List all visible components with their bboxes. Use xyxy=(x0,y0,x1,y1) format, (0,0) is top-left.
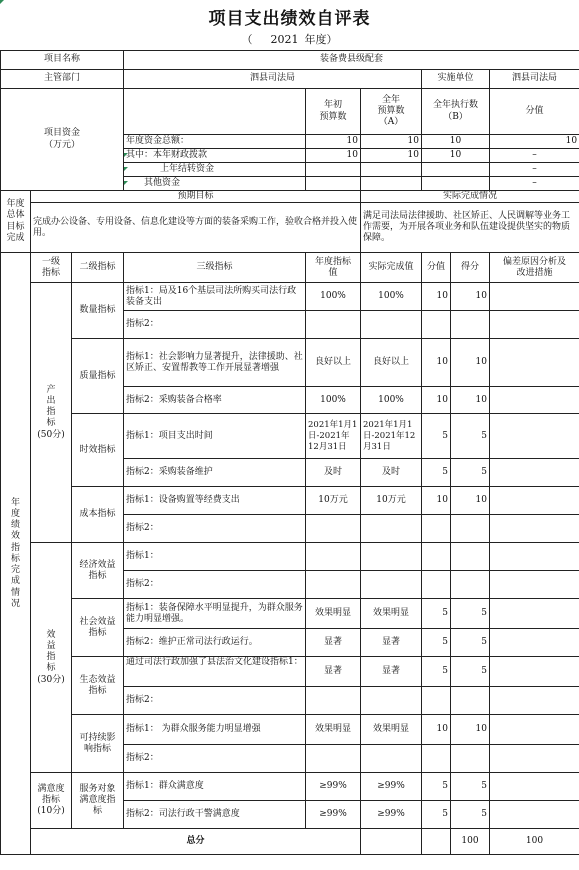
indicator-score-value: 5 xyxy=(422,801,451,829)
project-name-value: 装备费县级配套 xyxy=(124,51,579,70)
indicator-score-value: 5 xyxy=(422,773,451,801)
total-label: 总分 xyxy=(31,829,361,855)
satisfaction-label: 满意度 指标 (10分) xyxy=(31,773,72,829)
funds-row-label: 其他资金 xyxy=(124,177,306,191)
goals-expected-header: 预期目标 xyxy=(31,191,361,203)
indicator-score xyxy=(451,687,490,715)
indicator-target xyxy=(306,745,361,773)
total-score: 100 xyxy=(490,829,579,855)
indicator-text: 指标1：群众满意度 xyxy=(124,773,306,801)
output-label: 产 出 指 标 (50分) xyxy=(31,283,72,543)
indicator-target xyxy=(306,687,361,715)
funds-header-blank xyxy=(124,89,306,135)
cell-marker-icon xyxy=(0,0,4,4)
indicator-text: 指标2： xyxy=(124,745,306,773)
perf-side-label: 年 度 绩 效 指 标 完 成 情 况 xyxy=(1,253,31,855)
indicator-target: ≥99% xyxy=(306,773,361,801)
indicator-text: 指标2： xyxy=(124,311,306,339)
indicator-text: 指标2： xyxy=(124,571,306,599)
goals-actual-header: 实际完成情况 xyxy=(361,191,579,203)
indicator-deviation xyxy=(490,339,579,387)
indicator-deviation xyxy=(490,515,579,543)
funds-budget: 10 xyxy=(361,149,422,163)
group-ecological: 生态效益 指标 xyxy=(72,657,124,715)
project-name-row xyxy=(1,51,579,70)
indicator-deviation xyxy=(490,715,579,745)
indicator-deviation xyxy=(490,801,579,829)
funds-label xyxy=(1,89,124,191)
year-close: 年度） xyxy=(304,33,338,46)
benefit-label: 效 益 指 标 (30分) xyxy=(31,543,72,773)
indicator-score: 5 xyxy=(451,459,490,487)
goals-header-row xyxy=(1,191,579,203)
indicator-score: 5 xyxy=(451,629,490,657)
dept-value: 泗县司法局 xyxy=(124,70,422,89)
indicator-actual xyxy=(361,515,422,543)
department-row xyxy=(1,70,579,89)
group-economic: 经济效益 指标 xyxy=(72,543,124,599)
page-title: 项目支出绩效自评表 xyxy=(208,9,371,29)
cell-marker-icon xyxy=(124,167,128,171)
funds-score-value: 10 xyxy=(490,135,579,149)
funds-executed xyxy=(422,177,490,191)
dept-label: 主管部门 xyxy=(1,70,124,89)
indicator-target: 100% xyxy=(306,387,361,414)
year-line xyxy=(0,31,579,47)
indicator-text: 指标1：装备保障水平明显提升，为群众服务能力明显增强。 xyxy=(124,599,306,629)
indicator-actual: ≥99% xyxy=(361,773,422,801)
indicator-text: 指标1： xyxy=(124,543,306,571)
indicator-text: 指标2：维护正常司法行政运行。 xyxy=(124,629,306,657)
funds-score-value: – xyxy=(490,177,579,191)
indicator-row xyxy=(1,773,579,801)
funds-row-label: 上年结转资金 xyxy=(124,163,306,177)
goals-expected: 完成办公设备、专用设备、信息化建设等方面的装备采购工作，验收合格并投入使用。 xyxy=(31,203,361,253)
header-executed: 全年执行数（B） xyxy=(422,89,490,135)
indicator-actual: ≥99% xyxy=(361,801,422,829)
group-cost: 成本指标 xyxy=(72,487,124,543)
indicator-deviation xyxy=(490,687,579,715)
indicator-deviation xyxy=(490,387,579,414)
impl-value: 泗县司法局 xyxy=(490,70,579,89)
indicator-actual xyxy=(361,543,422,571)
funds-score-value: – xyxy=(490,149,579,163)
indicator-text: 指标1： 为群众服务能力明显增强 xyxy=(124,715,306,745)
indicator-score-value xyxy=(422,543,451,571)
indicator-target: 100% xyxy=(306,283,361,311)
indicator-actual xyxy=(361,571,422,599)
indicator-score-value: 5 xyxy=(422,599,451,629)
funds-initial: 10 xyxy=(306,149,361,163)
indicator-actual xyxy=(361,687,422,715)
funds-initial xyxy=(306,177,361,191)
group-quantity: 数量指标 xyxy=(72,283,124,339)
funds-label-line2: （万元） xyxy=(43,139,80,150)
indicator-score: 10 xyxy=(451,387,490,414)
evaluation-table xyxy=(0,50,579,855)
header-score-value: 分值 xyxy=(490,89,579,135)
indicator-score: 5 xyxy=(451,801,490,829)
indicator-score-value xyxy=(422,745,451,773)
group-sustainable: 可持续影 响指标 xyxy=(72,715,124,773)
header-deviation: 偏差原因分析及 改进措施 xyxy=(490,253,579,283)
indicator-actual: 100% xyxy=(361,387,422,414)
indicator-actual: 效果明显 xyxy=(361,599,422,629)
indicator-text: 指标2：采购装备合格率 xyxy=(124,387,306,414)
funds-executed xyxy=(422,163,490,177)
funds-row-label: 年度资金总额： xyxy=(124,135,306,149)
indicator-target xyxy=(306,515,361,543)
group-service: 服务对象 满意度指 标 xyxy=(72,773,124,829)
header-full-budget: 全年 预算数 （A） xyxy=(361,89,422,135)
indicator-score-value: 5 xyxy=(422,459,451,487)
indicator-score xyxy=(451,311,490,339)
header-level1: 一级 指标 xyxy=(31,253,72,283)
funds-initial xyxy=(306,163,361,177)
indicator-target: 效果明显 xyxy=(306,599,361,629)
cell-marker-icon xyxy=(124,181,128,185)
funds-budget xyxy=(361,177,422,191)
indicator-actual: 显著 xyxy=(361,629,422,657)
indicator-row xyxy=(1,657,579,687)
perf-header-row xyxy=(1,253,579,283)
indicator-row xyxy=(1,599,579,629)
indicator-text: 指标1：项目支出时间 xyxy=(124,414,306,459)
goals-actual: 满足司法局法律援助、社区矫正、人民调解等业务工作需要，为开展各项业务和队伍建设提供坚实的物质保障。 xyxy=(361,203,579,253)
indicator-target xyxy=(306,311,361,339)
indicator-score-value: 10 xyxy=(422,387,451,414)
group-timeliness: 时效指标 xyxy=(72,414,124,487)
indicator-score xyxy=(451,515,490,543)
indicator-score xyxy=(451,543,490,571)
indicator-deviation xyxy=(490,487,579,515)
indicator-score-value: 5 xyxy=(422,629,451,657)
indicator-score-value: 5 xyxy=(422,414,451,459)
indicator-score xyxy=(451,745,490,773)
indicator-actual: 效果明显 xyxy=(361,715,422,745)
header-score: 得分 xyxy=(451,253,490,283)
funds-label-line1: 项目资金 xyxy=(43,128,80,139)
funds-row-label: 其中：本年财政拨款 xyxy=(124,149,306,163)
indicator-target: ≥99% xyxy=(306,801,361,829)
indicator-deviation xyxy=(490,773,579,801)
funds-budget xyxy=(361,163,422,177)
indicator-deviation xyxy=(490,745,579,773)
indicator-score: 10 xyxy=(451,487,490,515)
funds-executed: 10 xyxy=(422,149,490,163)
indicator-score-value: 10 xyxy=(422,339,451,387)
indicator-target xyxy=(306,543,361,571)
indicator-score: 10 xyxy=(451,283,490,311)
indicator-row xyxy=(1,487,579,515)
indicator-target: 效果明显 xyxy=(306,715,361,745)
indicator-target: 显著 xyxy=(306,657,361,687)
header-score-value: 分值 xyxy=(422,253,451,283)
indicator-text: 指标2：司法行政干警满意度 xyxy=(124,801,306,829)
indicator-deviation xyxy=(490,599,579,629)
header-target: 年度指标 值 xyxy=(306,253,361,283)
indicator-actual xyxy=(361,745,422,773)
indicator-score: 5 xyxy=(451,599,490,629)
indicator-target: 良好以上 xyxy=(306,339,361,387)
indicator-row xyxy=(1,414,579,459)
funds-score-value: – xyxy=(490,163,579,177)
total-blank xyxy=(422,829,451,855)
funds-executed: 10 xyxy=(422,135,490,149)
indicator-actual xyxy=(361,311,422,339)
indicator-deviation xyxy=(490,283,579,311)
total-score-value: 100 xyxy=(451,829,490,855)
indicator-text: 指标2：采购装备维护 xyxy=(124,459,306,487)
group-quality: 质量指标 xyxy=(72,339,124,414)
cell-marker-icon xyxy=(124,153,128,157)
indicator-score: 10 xyxy=(451,339,490,387)
indicator-score-value: 10 xyxy=(422,487,451,515)
goals-side-label: 年度 总体 目标 完成 xyxy=(1,191,31,253)
funds-header-row xyxy=(1,89,579,135)
indicator-score-value: 5 xyxy=(422,657,451,687)
indicator-deviation xyxy=(490,311,579,339)
indicator-target: 10万元 xyxy=(306,487,361,515)
indicator-score-value: 10 xyxy=(422,283,451,311)
indicator-text: 指标1：社会影响力显著提升，法律援助、社区矫正、安置帮教等工作开展显著增强 xyxy=(124,339,306,387)
indicator-actual: 10万元 xyxy=(361,487,422,515)
project-name-label: 项目名称 xyxy=(1,51,124,70)
indicator-score: 5 xyxy=(451,773,490,801)
group-social: 社会效益 指标 xyxy=(72,599,124,657)
indicator-score: 5 xyxy=(451,657,490,687)
indicator-actual: 及时 xyxy=(361,459,422,487)
indicator-score-value: 10 xyxy=(422,715,451,745)
indicator-deviation xyxy=(490,459,579,487)
header-level2: 二级指标 xyxy=(72,253,124,283)
total-row xyxy=(1,829,579,855)
year-value: 2021 xyxy=(270,33,299,46)
indicator-target: 及时 xyxy=(306,459,361,487)
indicator-row xyxy=(1,715,579,745)
indicator-row xyxy=(1,339,579,387)
indicator-target: 2021年1月1日-2021年12月31日 xyxy=(306,414,361,459)
indicator-actual: 显著 xyxy=(361,657,422,687)
indicator-score: 10 xyxy=(451,715,490,745)
indicator-target xyxy=(306,571,361,599)
funds-budget: 10 xyxy=(361,135,422,149)
header-initial-budget: 年初 预算数 xyxy=(306,89,361,135)
indicator-text: 通过司法行政加强了县法治文化建设指标1： xyxy=(124,657,306,687)
indicator-deviation xyxy=(490,571,579,599)
year-open: （ xyxy=(241,33,253,46)
indicator-actual: 100% xyxy=(361,283,422,311)
indicator-target: 显著 xyxy=(306,629,361,657)
indicator-deviation xyxy=(490,414,579,459)
indicator-deviation xyxy=(490,629,579,657)
indicator-actual: 2021年1月1日-2021年12月31日 xyxy=(361,414,422,459)
indicator-row xyxy=(1,283,579,311)
header-level3: 三级指标 xyxy=(124,253,306,283)
indicator-score-value xyxy=(422,687,451,715)
total-blank xyxy=(361,829,422,855)
indicator-deviation xyxy=(490,657,579,687)
indicator-score-value xyxy=(422,311,451,339)
indicator-text: 指标2： xyxy=(124,687,306,715)
indicator-row xyxy=(1,543,579,571)
indicator-actual: 良好以上 xyxy=(361,339,422,387)
indicator-score xyxy=(451,571,490,599)
funds-initial: 10 xyxy=(306,135,361,149)
indicator-text: 指标2： xyxy=(124,515,306,543)
header-actual: 实际完成值 xyxy=(361,253,422,283)
indicator-score: 5 xyxy=(451,414,490,459)
indicator-text: 指标1：局及16个基层司法所购买司法行政装备支出 xyxy=(124,283,306,311)
impl-label: 实施单位 xyxy=(422,70,490,89)
indicator-text: 指标1：设备购置等经费支出 xyxy=(124,487,306,515)
indicator-score-value xyxy=(422,515,451,543)
indicator-deviation xyxy=(490,543,579,571)
indicator-score-value xyxy=(422,571,451,599)
goals-content-row xyxy=(1,203,579,253)
